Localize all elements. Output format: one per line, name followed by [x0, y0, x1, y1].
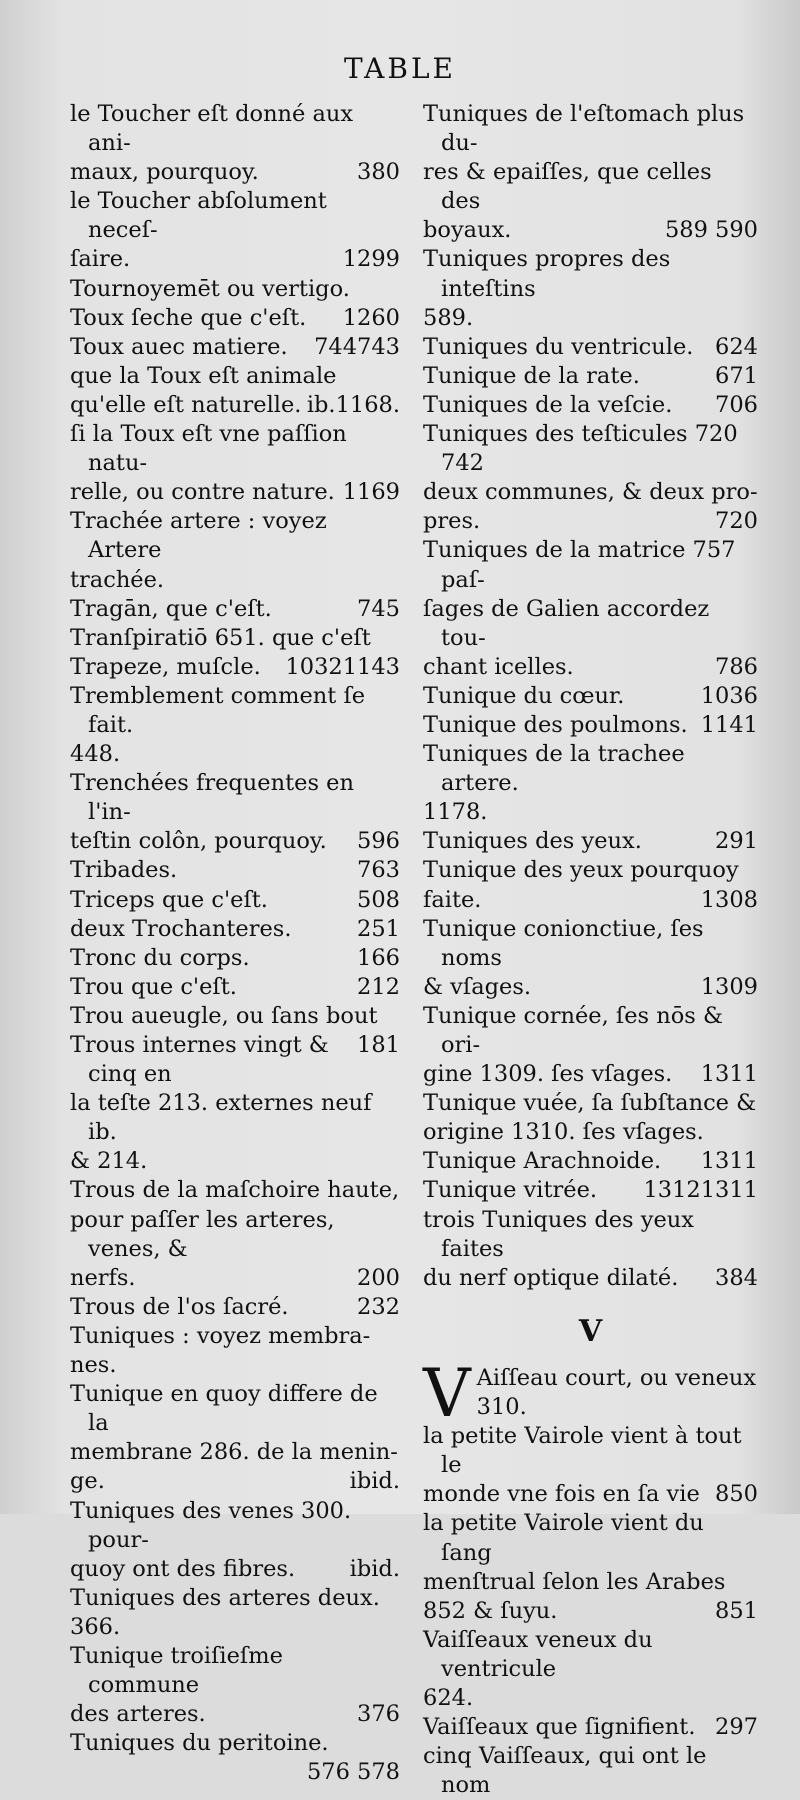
page-ref: ibid. [349, 1468, 400, 1495]
entry-text: Trous internes vingt & cinq en [70, 1032, 329, 1088]
entry-text: deux Trochanteres. [70, 915, 292, 942]
page-ref: 232 [357, 1293, 400, 1320]
index-line [70, 915, 400, 944]
index-line [70, 973, 400, 1002]
page-ref: 1032 [285, 653, 343, 680]
page-ref: 384 [715, 1264, 758, 1291]
entry-text: ſages de Galien accordez tou- [423, 595, 710, 651]
index-line [70, 653, 400, 682]
entry-text: Tunique cornée, ſes nōs & ori- [423, 1002, 723, 1058]
entry-text: deux communes, & deux pro- [423, 479, 758, 506]
index-line [423, 333, 758, 362]
index-line [70, 1438, 400, 1467]
index-entry [423, 420, 758, 536]
entry-text: Tuniques des arteres deux. [70, 1584, 380, 1611]
entry-text: que la Toux eſt animale [70, 362, 337, 389]
page-ref: 1141 [700, 711, 758, 738]
index-line [70, 478, 400, 507]
index-entry [70, 915, 400, 944]
index-line [70, 245, 400, 274]
entry-text: Tunique troiſieſme commune [70, 1642, 283, 1699]
index-line [423, 1626, 758, 1684]
index-entry [423, 1626, 758, 1713]
page-ref: 671 [715, 362, 758, 389]
index-entry [423, 915, 758, 1002]
entry-text: Tunique de la rate. [423, 362, 640, 389]
index-line [423, 1422, 758, 1480]
entry-text: chant icelles. [423, 653, 574, 680]
entry-text: Trous de la maſchoire haute, [70, 1177, 400, 1204]
drop-cap: V [423, 1354, 471, 1432]
index-line [423, 304, 758, 333]
page-header: TABLE [344, 52, 456, 85]
index-line [70, 1206, 400, 1264]
index-entry [423, 827, 758, 856]
index-line [423, 420, 758, 478]
entry-text: la teſte 213. externes neuf ib. [70, 1090, 372, 1146]
entry-text: nerfs. [70, 1264, 136, 1291]
entry-text: gine 1309. ſes vſages. [423, 1061, 673, 1088]
index-entry [423, 536, 758, 681]
index-line [423, 245, 758, 303]
index-line [70, 1293, 400, 1322]
index-line [423, 827, 758, 856]
index-entry [70, 653, 400, 682]
index-entry [423, 682, 758, 711]
entry-text: qu'elle eſt naturelle. [70, 391, 302, 418]
index-line [70, 158, 400, 187]
entry-text: Tuniques des venes 300. pour- [70, 1497, 352, 1553]
page-ref: 181 [357, 1032, 400, 1058]
index-entry [423, 740, 758, 827]
index-line [423, 1480, 758, 1509]
entry-text: Tremblement comment ſe fait. [70, 682, 366, 738]
entry-text: Tronc du corps. [70, 944, 250, 971]
index-line [70, 595, 400, 624]
index-line [423, 362, 758, 391]
entry-text: cinq Vaiſſeaux, qui ont le nom [423, 1743, 707, 1799]
page-ref: 851 [715, 1597, 758, 1624]
index-line [70, 100, 400, 158]
entry-text: Tuniques propres des inteſtins [423, 246, 671, 302]
index-line [423, 1568, 758, 1597]
page-ref: 745 [357, 595, 400, 622]
entry-text: Tunique vitrée. [423, 1177, 598, 1204]
index-entry [70, 1322, 400, 1380]
index-line [423, 1742, 758, 1800]
left-column [70, 100, 400, 1787]
entry-text: Triceps que c'eſt. [70, 886, 268, 913]
index-line [70, 333, 400, 362]
index-entry [70, 1176, 400, 1292]
index-entry [423, 1742, 758, 1800]
index-line [70, 1031, 400, 1089]
index-line [70, 187, 400, 245]
page-ref: 1169 [342, 479, 400, 506]
index-entry [423, 1206, 758, 1293]
index-entry [70, 1584, 400, 1642]
index-line [423, 1264, 758, 1293]
entry-text: ſi la Toux eſt vne paſſion natu- [70, 421, 347, 477]
index-line [70, 1351, 400, 1380]
entry-text: membrane 286. de la menin- [70, 1439, 398, 1466]
page-ref: 291 [715, 828, 758, 855]
entry-text: Tuniques du ventricule. [423, 333, 694, 360]
index-line [423, 973, 758, 1002]
entry-text: Trous de l'os ſacré. [70, 1293, 289, 1320]
page-ref: 576 578 [306, 1759, 400, 1786]
index-line [70, 1264, 400, 1293]
page-ref: 1311 [700, 1061, 758, 1088]
entry-text: 1178. [423, 799, 488, 826]
index-entry [70, 769, 400, 856]
index-entry [423, 245, 758, 332]
entry-text: Trachée artere : voyez Artere [70, 508, 327, 564]
index-line [70, 827, 400, 856]
index-entry [70, 682, 400, 769]
index-line [423, 536, 758, 594]
entry-text: 589. [423, 304, 474, 331]
page-ref: 297 [715, 1714, 758, 1741]
index-line [423, 478, 758, 507]
index-entry [423, 1422, 758, 1509]
entry-text: monde vne fois en ſa vie [423, 1481, 700, 1508]
index-line [423, 798, 758, 827]
index-line [423, 1206, 758, 1264]
entry-text: teſtin colôn, pourquoy. [70, 828, 327, 855]
entry-text: & vſages. [423, 973, 532, 1000]
entry-text: Tribades. [70, 857, 178, 884]
entry-text: res & epaiſſes, que celles des [423, 159, 712, 215]
index-entry [423, 1354, 758, 1432]
index-line [70, 1497, 400, 1555]
entry-text: faite. [423, 886, 482, 913]
index-entry [423, 100, 758, 245]
page-ref: 850 [715, 1481, 758, 1508]
index-line [70, 886, 400, 915]
page-ref: 212 [357, 973, 400, 1000]
entry-text: Tournoyemēt ou vertigo. [70, 275, 350, 302]
index-line [70, 1584, 400, 1613]
entry-text: Tragān, que c'eſt. [70, 595, 272, 622]
index-line [423, 391, 758, 420]
index-line [423, 1176, 758, 1205]
entry-text: ge. [70, 1468, 105, 1495]
entry-text: le Toucher abſolument neceſ- [70, 188, 327, 244]
entry-text: Tuniques du peritoine. [70, 1730, 329, 1757]
index-line [423, 740, 758, 798]
entry-text: 366. [70, 1613, 121, 1640]
index-entry [423, 711, 758, 740]
index-line [70, 1089, 400, 1147]
index-entry [423, 1176, 758, 1205]
index-line [70, 682, 400, 740]
page-ref: 624 [715, 333, 758, 360]
entry-text: le Toucher eſt donné aux ani- [70, 101, 354, 157]
index-entry [70, 1380, 400, 1496]
index-line [70, 566, 400, 595]
index-entry [70, 856, 400, 885]
page-ref: 376 [357, 1701, 400, 1728]
index-line [70, 856, 400, 885]
index-entry [423, 1713, 758, 1742]
index-line [423, 1684, 758, 1713]
index-line [423, 1089, 758, 1118]
index-line [423, 1002, 758, 1060]
index-line [423, 915, 758, 973]
entry-text: menſtrual ſelon les Arabes [423, 1568, 726, 1595]
entry-text: ſaire. [70, 246, 131, 273]
index-line [423, 1060, 758, 1089]
index-entry [423, 391, 758, 420]
entry-text: Tuniques de l'eſtomach plus du- [423, 101, 745, 157]
entry-text: Tunique du cœur. [423, 682, 625, 709]
index-line [423, 100, 758, 158]
page-ref: 1143 [342, 653, 400, 680]
index-line [423, 1393, 758, 1422]
index-line [423, 507, 758, 536]
index-line [70, 1729, 400, 1786]
page-ref: ibid. [349, 1555, 400, 1582]
index-entry [70, 1642, 400, 1729]
page-ref: 1036 [700, 682, 758, 709]
index-line [423, 216, 758, 245]
page-ref: 786 [715, 653, 758, 680]
entry-text: relle, ou contre nature. [70, 479, 335, 506]
entry-text: Tunique conionctiue, ſes noms [423, 915, 704, 971]
entry-text: Tunique Arachnoide. [423, 1148, 662, 1175]
page-ref: 1312 [643, 1177, 701, 1204]
index-line [423, 1597, 758, 1626]
index-line [423, 1713, 758, 1742]
index-line [423, 158, 758, 216]
entry-text: origine 1310. ſes vſages. [423, 1119, 704, 1146]
entry-text: trachée. [70, 566, 165, 593]
entry-text: Tuniques des teſticules 720 742 [423, 421, 738, 477]
index-entry [70, 333, 400, 362]
index-line [70, 740, 400, 769]
index-entry [423, 362, 758, 391]
entry-text: Toux ſeche que c'eſt. [70, 304, 307, 331]
index-line [70, 1555, 400, 1584]
entry-text: Tunique en quoy differe de la [70, 1381, 378, 1437]
page-ref: 743 [357, 333, 400, 360]
entry-text: Aiſſeau court, ou veneux [476, 1364, 757, 1391]
index-entry [70, 1002, 400, 1058]
page-ref: 1308 [700, 886, 758, 913]
entry-text: Tranſpiratiō 651. que c'eſt [70, 624, 371, 651]
page-ref: ib. [306, 391, 336, 418]
entry-text: Trou que c'eſt. [70, 973, 237, 1000]
entry-text: nes. [70, 1352, 117, 1379]
entry-text: pres. [423, 508, 481, 535]
index-entry [70, 944, 400, 973]
page-ref: 706 [715, 391, 758, 418]
entry-text: Tunique des poulmons. [423, 711, 688, 738]
entry-text: 852 & ſuyu. [423, 1597, 558, 1624]
index-entry [70, 187, 400, 274]
entry-text: 624. [423, 1684, 474, 1711]
entry-text: la petite Vairole vient à tout le [423, 1423, 742, 1479]
index-entry [423, 1002, 758, 1089]
page-ref: 589 590 [664, 217, 758, 244]
index-entry [70, 362, 400, 420]
index-line [423, 682, 758, 711]
index-entry [70, 973, 400, 1002]
entry-text: Trenchées frequentes en l'in- [70, 770, 354, 826]
index-entry [70, 1497, 400, 1584]
index-entry [423, 333, 758, 362]
entry-text: 310. [476, 1394, 527, 1421]
entry-text: Tunique des yeux pourquoy [423, 857, 739, 884]
entry-text: boyaux. [423, 217, 512, 244]
index-entry [70, 507, 400, 594]
index-line [70, 1176, 400, 1205]
index-line [70, 1642, 400, 1700]
index-entry [70, 1293, 400, 1322]
page-ref: 1168. [335, 391, 400, 418]
page-ref: 166 [357, 944, 400, 971]
page-ref: 1311 [700, 1177, 758, 1204]
index-line [423, 1364, 758, 1393]
entry-text: & 214. [70, 1148, 148, 1175]
page-ref: 200 [357, 1264, 400, 1291]
page-ref: 1309 [700, 973, 758, 1000]
index-line [70, 420, 400, 478]
index-entry [70, 595, 400, 624]
index-line [70, 1700, 400, 1729]
index-line [70, 1002, 400, 1058]
index-line [70, 1380, 400, 1438]
page-ref: 251 [357, 915, 400, 942]
page-ref: 744 [314, 333, 358, 360]
entry-text: Trapeze, muſcle. [70, 653, 261, 680]
entry-text: Trou aueugle, ou ſans bout [70, 1002, 378, 1029]
right-column [423, 100, 758, 1800]
entry-text: Tuniques : voyez membra- [70, 1322, 371, 1349]
index-line [70, 1322, 400, 1351]
page-ref: 1299 [342, 246, 400, 273]
page-ref: 508 [357, 886, 400, 913]
page-ref: 1311 [700, 1148, 758, 1175]
entry-text: Tuniques de la matrice 757 paſ- [423, 537, 736, 593]
page-ref: 380 [357, 159, 400, 186]
index-entry [423, 1509, 758, 1625]
index-line [423, 886, 758, 915]
index-line [70, 769, 400, 827]
entry-text: Vaiſſeaux veneux du ventricule [423, 1626, 653, 1682]
entry-text: Tuniques de la trachee artere. [423, 741, 685, 797]
entry-text: Tuniques des yeux. [423, 828, 642, 855]
entry-text: maux, pourquoy. [70, 159, 259, 186]
index-entry [70, 1729, 400, 1786]
page-ref: 596 [357, 828, 400, 855]
index-line [423, 653, 758, 682]
entry-text: 448. [70, 741, 121, 768]
index-entry [70, 1031, 400, 1176]
page-ref: 763 [357, 857, 400, 884]
index-line [423, 711, 758, 740]
entry-text: Tuniques de la veſcie. [423, 391, 673, 418]
entry-text: pour paſſer les arteres, venes, & [70, 1206, 335, 1262]
section-heading: V [578, 1313, 603, 1349]
page-ref: 720 [715, 508, 758, 535]
index-line [423, 856, 758, 885]
index-line [70, 944, 400, 973]
index-line [423, 1509, 758, 1567]
index-entry [423, 856, 758, 914]
entry-text: du nerf optique dilaté. [423, 1264, 679, 1291]
index-line [70, 1147, 400, 1176]
index-line [70, 1467, 400, 1496]
entry-text: des arteres. [70, 1701, 206, 1728]
index-line [70, 1613, 400, 1642]
entry-text: Vaiſſeaux que ſignifient. [423, 1714, 696, 1741]
index-entry [70, 420, 400, 507]
index-line [423, 595, 758, 653]
entry-text: quoy ont des fibres. [70, 1555, 296, 1582]
page-ref: 1260 [342, 304, 400, 331]
entry-text: la petite Vairole vient du ſang [423, 1510, 704, 1566]
index-entry [70, 100, 400, 187]
index-entry [70, 886, 400, 915]
entry-text: trois Tuniques des yeux faites [423, 1206, 694, 1262]
entry-text: Toux auec matiere. [70, 333, 288, 360]
index-line [70, 507, 400, 565]
entry-text: Tunique vuée, ſa ſubſtance & [423, 1090, 757, 1117]
